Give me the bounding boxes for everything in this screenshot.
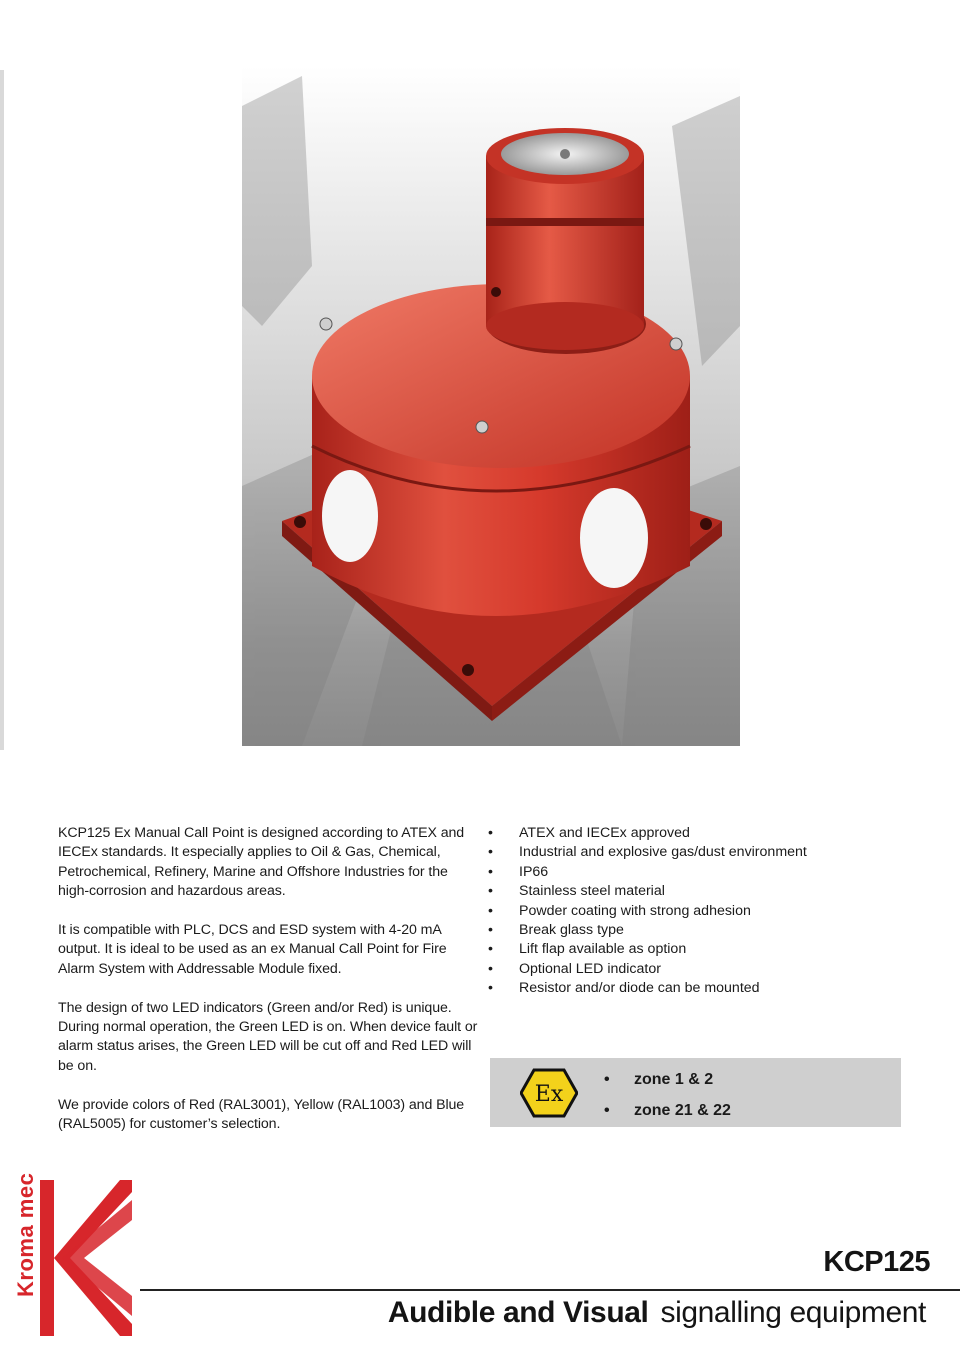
tagline-rest: signalling equipment: [660, 1296, 926, 1329]
product-description: [58, 824, 478, 1154]
feature-list: [484, 824, 924, 999]
feature-item: • Powder coating with strong adhesion: [484, 902, 924, 921]
feature-item: • Resistor and/or diode can be mounted: [484, 979, 924, 998]
feature-item: • Break glass type: [484, 921, 924, 940]
feature-item: • Optional LED indicator: [484, 960, 924, 979]
feature-item: • ATEX and IECEx approved: [484, 824, 924, 843]
zone-list: [602, 1064, 731, 1126]
ex-hexagon-icon: [520, 1068, 578, 1118]
description-paragraph: We provide colors of Red (RAL3001), Yellow (RAL1003) and Blue (RAL5005) for customer’s selection.: [58, 1096, 465, 1133]
call-point-illustration: [242, 66, 740, 746]
divider-line: [140, 1289, 960, 1291]
tagline: [388, 1296, 926, 1330]
feature-item: • Stainless steel material: [484, 882, 924, 901]
tagline-strong: Audible and Visual: [387, 1296, 649, 1329]
description-paragraph: The design of two LED indicators (Green and/or Red) is unique. During normal operation, the Green LED is on. When device fault or alarm status arises, the Green LED will be cut off and Red LED will be on.: [58, 999, 478, 1074]
zone-item: • zone 21 & 22: [602, 1095, 731, 1126]
model-number: KCP125: [823, 1246, 930, 1278]
kroma-k-logo-icon: [40, 1180, 132, 1336]
product-photo: [242, 66, 740, 746]
feature-item: • Industrial and explosive gas/dust environment: [484, 843, 924, 862]
zone-classification-box: [490, 1058, 901, 1127]
description-paragraph: It is compatible with PLC, DCS and ESD system with 4-20 mA output. It is ideal to be used as an ex Manual Call Point for Fire Alarm System with Addressable Module fixed.: [58, 922, 447, 977]
description-paragraph: KCP125 Ex Manual Call Point is designed according to ATEX and IECEx standards. It especially applies to Oil & Gas, Chemical, Petrochemical, Refinery, Marine and Offshore Industries for the high-corrosion and hazardous areas.: [58, 825, 465, 900]
feature-item: • IP66: [484, 863, 924, 882]
zone-item: • zone 1 & 2: [602, 1064, 731, 1095]
ex-mark-text: Ex: [534, 1082, 564, 1107]
feature-item: • Lift flap available as option: [484, 940, 924, 959]
left-edge-strip: [0, 70, 4, 750]
brand-name: Kroma mec: [13, 1172, 38, 1297]
